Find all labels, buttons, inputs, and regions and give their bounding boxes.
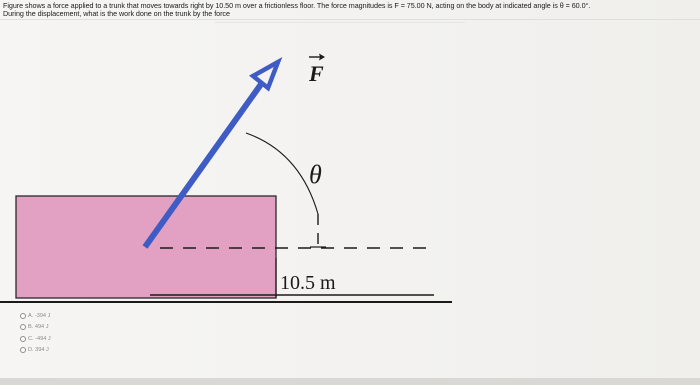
option-c-label: C. -494 J bbox=[28, 335, 51, 342]
option-b[interactable] bbox=[20, 322, 51, 334]
option-d[interactable] bbox=[20, 345, 51, 357]
radio-icon[interactable] bbox=[20, 336, 26, 342]
option-c[interactable] bbox=[20, 333, 51, 345]
force-label: F bbox=[309, 61, 324, 86]
angle-label: θ bbox=[309, 160, 322, 189]
option-a-label: A. -394 J bbox=[28, 312, 51, 319]
option-b-label: B. 494 J bbox=[28, 324, 49, 331]
force-arrow-head bbox=[253, 62, 278, 88]
radio-icon[interactable] bbox=[20, 347, 26, 353]
option-a[interactable] bbox=[20, 310, 51, 322]
radio-icon[interactable] bbox=[20, 313, 26, 319]
option-d-label: D. 394 J bbox=[28, 347, 49, 354]
answer-options bbox=[20, 310, 51, 356]
question-line-1: Figure shows a force applied to a trunk that moves towards right by 10.50 m over a frictionless floor. The force magnitudes is F = 75.00 N, acting on the body at indicated angle is θ = 60.0°. bbox=[3, 1, 591, 10]
radio-icon[interactable] bbox=[20, 324, 26, 330]
displacement-label: 10.5 m bbox=[280, 272, 336, 294]
bottom-bar bbox=[0, 378, 700, 385]
question-line-2: During the displacement, what is the work done on the trunk by the force bbox=[3, 9, 230, 19]
